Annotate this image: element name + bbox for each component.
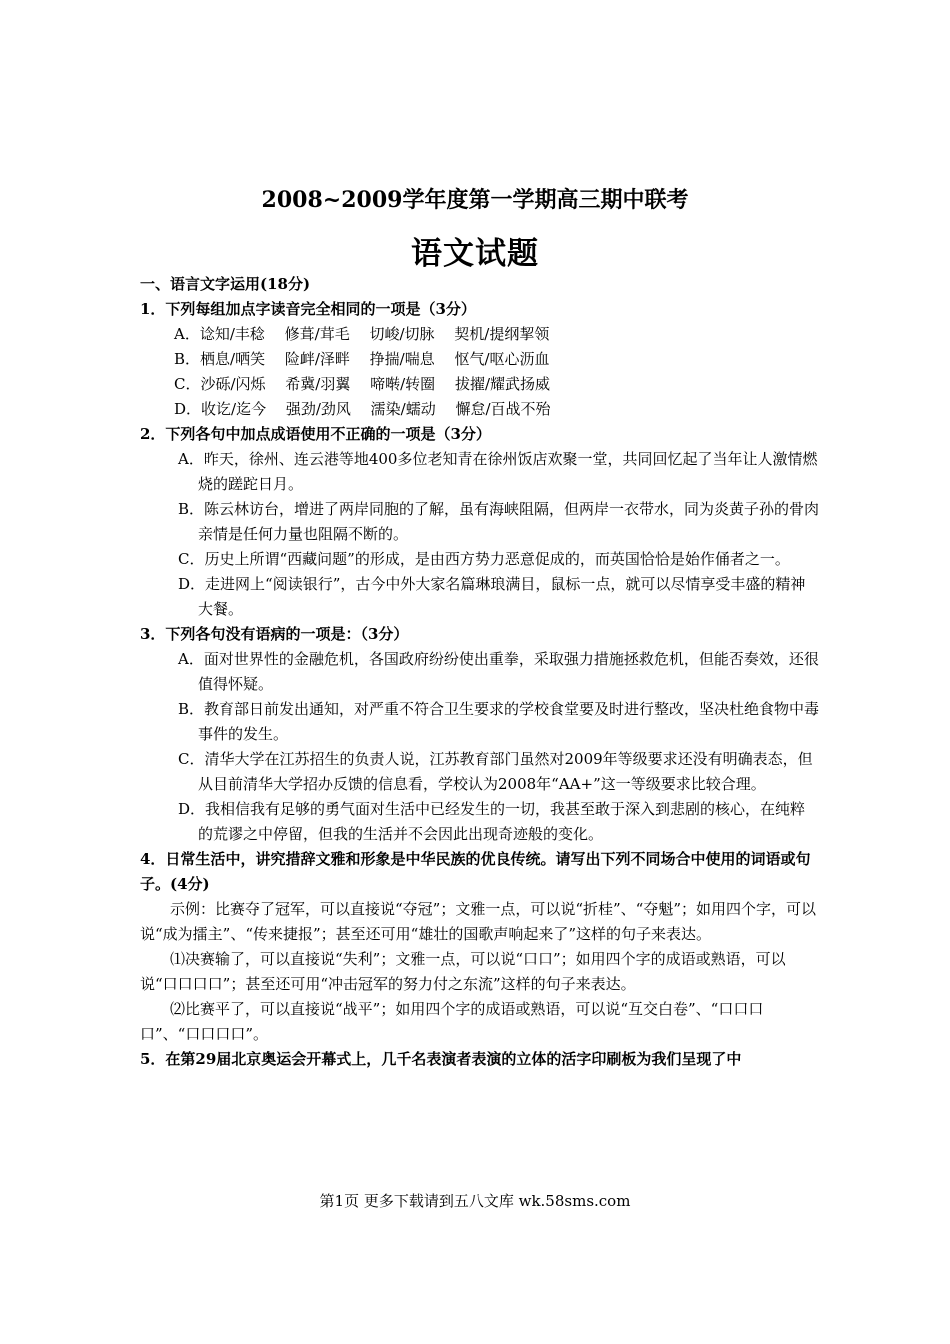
question-4-item-2: ⑵比赛平了，可以直接说“战平”；如用四个字的成语或熟语，可以说“互交白卷”、“口口口口”、“口口口口”。 xyxy=(140,1000,764,1043)
question-1-stem: 1．下列每组加点字读音完全相同的一项是（3分） xyxy=(140,300,476,318)
question-3-option-d: D．我相信我有足够的勇气面对生活中已经发生的一切，我甚至敢于深入到悲剧的核心，在纯粹的荒谬之中停留，但我的生活并不会因此出现奇迹般的变化。 xyxy=(178,800,806,843)
exam-title: 2008~2009学年度第一学期高三期中联考 xyxy=(261,187,689,213)
question-2-option-b: B．陈云林访台，增进了两岸同胞的了解，虽有海峡阻隔，但两岸一衣带水，同为炎黄子孙的骨肉亲情是任何力量也阻隔不断的。 xyxy=(178,500,820,543)
question-4-item-1: ⑴决赛输了，可以直接说“失利”；文雅一点，可以说“口口”；如用四个字的成语或熟语，可以说“口口口口”；甚至还可用“冲击冠军的努力付之东流”这样的句子来表达。 xyxy=(140,950,786,993)
question-5-stem: 5．在第29届北京奥运会开幕式上，几千名表演者表演的立体的活字印刷板为我们呈现了中 xyxy=(140,1050,742,1068)
question-4-example: 示例：比赛夺了冠军，可以直接说“夺冠”；文雅一点，可以说“折桂”、“夺魁”；如用四个字，可以说“成为擂主”、“传来捷报”；甚至还可用“雄壮的国歌声响起来了”这样的句子来表达。 xyxy=(140,900,817,943)
question-1-option-a: A．谂知/丰稔 修葺/茸毛 切峻/切脉 契机/提纲挈领 xyxy=(174,325,550,343)
question-2-stem: 2．下列各句中加点成语使用不正确的一项是（3分） xyxy=(140,425,491,443)
question-2-option-d: D．走进网上“阅读银行”，古今中外大家名篇琳琅满目，鼠标一点，就可以尽情享受丰盛的精神大餐。 xyxy=(178,575,806,618)
section-heading: 一、语言文字运用(18分) xyxy=(140,275,311,293)
question-2-option-c: C．历史上所谓“西藏问题”的形成，是由西方势力恶意促成的，而英国恰恰是始作俑者之一。 xyxy=(178,550,790,568)
exam-content xyxy=(140,272,820,1072)
question-1-option-b: B．栖息/哂笑 险衅/泽畔 挣揣/喘息 怄气/呕心沥血 xyxy=(174,350,550,368)
question-3-stem: 3．下列各句没有语病的一项是：（3分） xyxy=(140,625,409,643)
question-3-option-b: B．教育部日前发出通知，对严重不符合卫生要求的学校食堂要及时进行整改，坚决杜绝食物中毒事件的发生。 xyxy=(178,700,820,743)
question-3-option-a: A．面对世界性的金融危机，各国政府纷纷使出重拳，采取强力措施拯救危机，但能否奏效，还很值得怀疑。 xyxy=(178,650,819,693)
exam-subtitle: 语文试题 xyxy=(411,236,539,272)
question-3-option-c: C．清华大学在江苏招生的负责人说，江苏教育部门虽然对2009年等级要求还没有明确表态，但从目前清华大学招办反馈的信息看，学校认为2008年“AA+”这一等级要求比较合理。 xyxy=(178,750,813,793)
question-1-option-c: C．沙砾/闪烁 希冀/羽翼 啼啭/转圈 拔擢/耀武扬威 xyxy=(174,375,550,393)
question-2-option-a: A．昨天，徐州、连云港等地400多位老知青在徐州饭店欢聚一堂，共同回忆起了当年让人激情燃烧的蹉跎日月。 xyxy=(178,450,818,493)
page-footer: 第1页 更多下载请到五八文库 wk.58sms.com xyxy=(319,1192,631,1210)
question-4-stem: 4．日常生活中，讲究措辞文雅和形象是中华民族的优良传统。请写出下列不同场合中使用的词语或句子。(4分) xyxy=(140,850,811,893)
question-1-option-d: D．收讫/迄今 强劲/劲风 濡染/蠕动 懈怠/百战不殆 xyxy=(174,400,551,418)
